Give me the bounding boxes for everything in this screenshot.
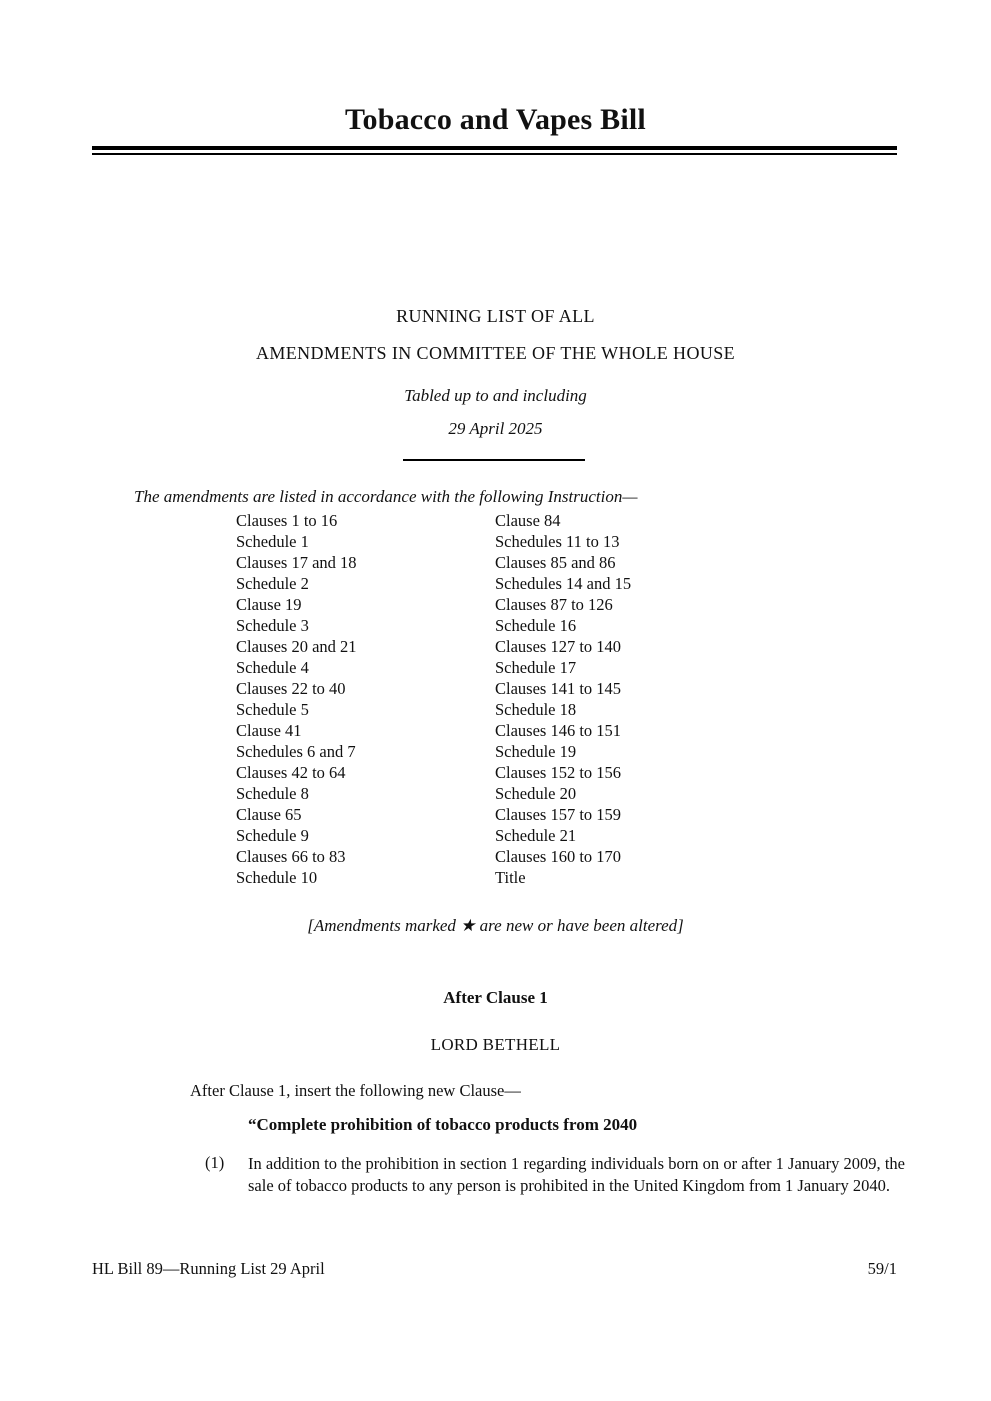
instruction-list-item: Schedule 17 bbox=[495, 658, 577, 677]
instruction-list-item: Clause 41 bbox=[236, 721, 302, 740]
instruction-list-item: Schedules 6 and 7 bbox=[236, 742, 356, 761]
footer-bill-reference: HL Bill 89—Running List 29 April bbox=[92, 1259, 325, 1278]
instruction-list-item: Clauses 141 to 145 bbox=[495, 679, 622, 698]
instruction-list-item: Schedule 20 bbox=[495, 784, 577, 803]
instruction-list-item: Clauses 85 and 86 bbox=[495, 553, 616, 572]
instruction-list-item: Clauses 87 to 126 bbox=[495, 595, 613, 614]
amendment-subsection-1 bbox=[205, 1153, 905, 1196]
instruction-list-item: Schedule 1 bbox=[236, 532, 309, 551]
instruction-list-left-column bbox=[236, 510, 495, 888]
instruction-list-item: Schedule 19 bbox=[495, 742, 577, 761]
tabled-date: 29 April 2025 bbox=[448, 419, 543, 438]
new-clause-title: “Complete prohibition of tobacco products from 2040 bbox=[248, 1115, 638, 1134]
instruction-list-item: Schedule 10 bbox=[236, 868, 318, 887]
instruction-list-item: Schedules 14 and 15 bbox=[495, 574, 632, 593]
instruction-list-item: Clause 84 bbox=[495, 511, 561, 530]
instruction-intro: The amendments are listed in accordance with the following Instruction— bbox=[134, 487, 638, 506]
separator-rule bbox=[403, 459, 585, 461]
instruction-list-item: Clauses 152 to 156 bbox=[495, 763, 622, 782]
instruction-list-item: Schedule 5 bbox=[236, 700, 309, 719]
footer-page-number: 59/1 bbox=[867, 1259, 897, 1278]
instruction-list-item: Clauses 1 to 16 bbox=[236, 511, 338, 530]
running-list-heading-line2: AMENDMENTS IN COMMITTEE OF THE WHOLE HOUSE bbox=[255, 343, 736, 363]
page-footer bbox=[92, 1259, 897, 1279]
instruction-list-item: Schedule 4 bbox=[236, 658, 309, 677]
instruction-list-item: Clause 65 bbox=[236, 805, 302, 824]
instruction-list-item: Clauses 160 to 170 bbox=[495, 847, 622, 866]
instruction-list-item: Schedule 16 bbox=[495, 616, 577, 635]
instruction-list-item: Clauses 20 and 21 bbox=[236, 637, 357, 656]
amendment-lead-in: After Clause 1, insert the following new Clause— bbox=[190, 1081, 521, 1100]
section-heading-after-clause-1: After Clause 1 bbox=[443, 988, 548, 1007]
instruction-list-item: Clauses 22 to 40 bbox=[236, 679, 346, 698]
instruction-list-item: Clauses 146 to 151 bbox=[495, 721, 622, 740]
instruction-list-item: Schedule 2 bbox=[236, 574, 309, 593]
instruction-list bbox=[236, 510, 897, 888]
instruction-list-item: Clauses 17 and 18 bbox=[236, 553, 357, 572]
subsection-number: (1) bbox=[205, 1153, 225, 1172]
instruction-list-item: Clause 19 bbox=[236, 595, 302, 614]
title-double-rule bbox=[92, 146, 897, 155]
instruction-list-item: Clauses 157 to 159 bbox=[495, 805, 622, 824]
instruction-list-item: Schedule 18 bbox=[495, 700, 577, 719]
instruction-list-item: Schedule 3 bbox=[236, 616, 309, 635]
amendment-mover-name: LORD BETHELL bbox=[430, 1035, 561, 1054]
instruction-list-right-column bbox=[495, 510, 631, 888]
instruction-list-item: Title bbox=[495, 868, 526, 887]
instruction-list-item: Clauses 66 to 83 bbox=[236, 847, 346, 866]
instruction-list-item: Schedule 9 bbox=[236, 826, 309, 845]
star-note: [Amendments marked ★ are new or have been altered] bbox=[307, 916, 684, 935]
subsection-text: In addition to the prohibition in section 1 regarding individuals born on or after 1 January 2009, the sale of tobacco products to any person is prohibited in the United Kingdom from 1 January 2040. bbox=[248, 1154, 905, 1195]
instruction-list-item: Schedules 11 to 13 bbox=[495, 532, 620, 551]
instruction-list-item: Clauses 42 to 64 bbox=[236, 763, 346, 782]
tabled-note-line1: Tabled up to and including bbox=[404, 386, 587, 405]
running-list-heading-line1: RUNNING LIST OF ALL bbox=[396, 306, 595, 326]
document-title: Tobacco and Vapes Bill bbox=[345, 103, 646, 136]
instruction-list-item: Schedule 21 bbox=[495, 826, 577, 845]
instruction-list-item: Schedule 8 bbox=[236, 784, 309, 803]
instruction-list-item: Clauses 127 to 140 bbox=[495, 637, 622, 656]
